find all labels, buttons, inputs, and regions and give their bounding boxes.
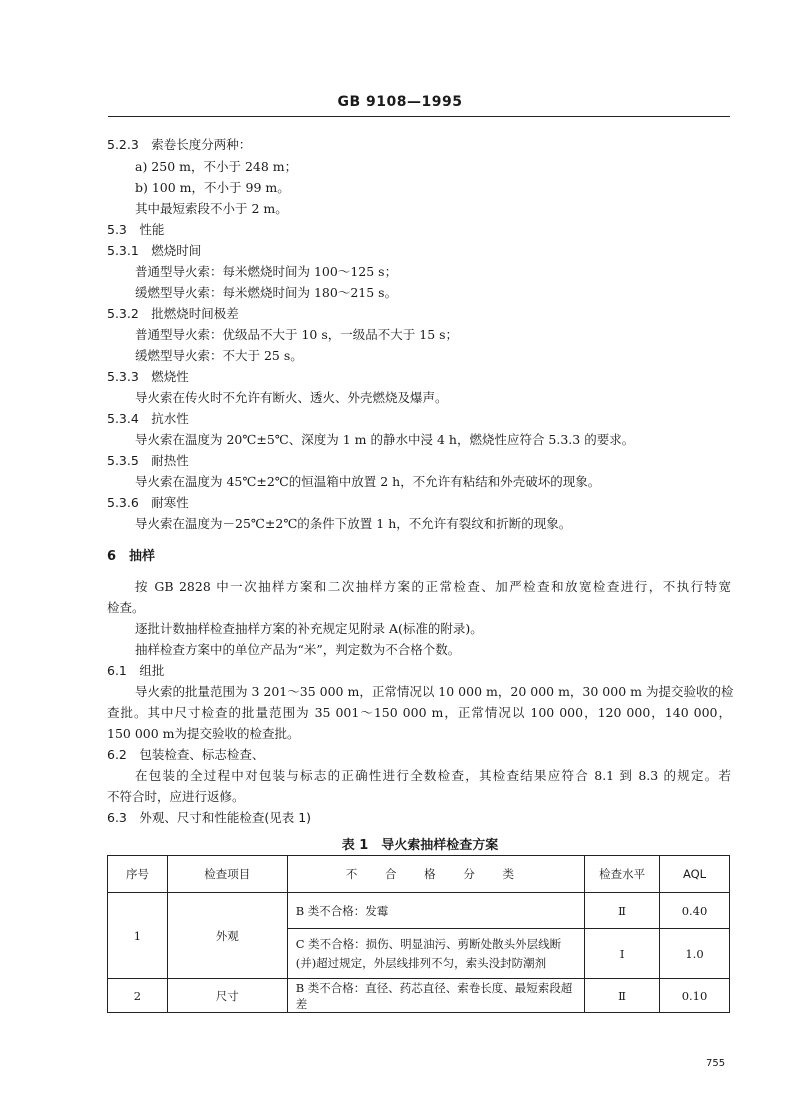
cell-level: Ⅱ (585, 893, 660, 929)
cell-level: Ⅰ (585, 929, 660, 979)
section-6-heading: 6 抽样 (107, 549, 156, 564)
header-rule (108, 116, 730, 117)
burn-time-slow: 缓燃型导火索：每米燃烧时间为 180～215 s。 (135, 285, 398, 300)
sampling-para-2: 逐批计数抽样检查抽样方案的补充规定见附录 A(标准的附录)。 (135, 621, 483, 636)
page-number: 755 (706, 1058, 726, 1069)
sampling-para-1-cont: 检查。 (107, 600, 145, 615)
section-5-3-3: 5.3.3 燃烧性 (107, 369, 189, 384)
cell-class: C 类不合格：损伤、明显油污、剪断处散头外层线断(并)超过规定，外层线排列不匀，索头没封防潮剂 (287, 929, 584, 979)
standard-code-header: GB 9108—1995 (337, 94, 463, 110)
section-5-3-6: 5.3.6 耐寒性 (107, 495, 189, 510)
cell-class: B 类不合格：发霉 (287, 893, 584, 929)
cold-resistance-text: 导火索在温度为－25℃±2℃的条件下放置 1 h，不允许有裂纹和折断的现象。 (135, 516, 572, 531)
table-row (108, 893, 730, 929)
col-header-level: 检查水平 (585, 856, 660, 893)
section-5-3-2: 5.3.2 批燃烧时间极差 (107, 306, 239, 321)
range-normal: 普通型导火索：优级品不大于 10 s，一级品不大于 15 s； (135, 327, 459, 342)
cell-class: B 类不合格：直径、药芯直径、索卷长度、最短索段超差 (287, 979, 584, 1013)
shortest-segment-note: 其中最短索段不小于 2 m。 (135, 201, 288, 216)
heat-resistance-text: 导火索在温度为 45℃±2℃的恒温箱中放置 2 h，不允许有粘结和外壳破坏的现象。 (135, 474, 601, 489)
table-header-row (108, 856, 730, 893)
batching-line-3: 150 000 m为提交验收的检查批。 (107, 726, 300, 741)
cell-item: 尺寸 (167, 979, 287, 1013)
flammability-text: 导火索在传火时不允许有断火、透火、外壳燃烧及爆声。 (135, 390, 448, 405)
cell-no: 2 (108, 979, 168, 1013)
range-slow: 缓燃型导火索：不大于 25 s。 (135, 348, 303, 363)
section-6-2: 6.2 包装检查、标志检查、 (107, 747, 265, 762)
sampling-para-3: 抽样检查方案中的单位产品为“米”，判定数为不合格个数。 (135, 642, 461, 657)
col-header-class: 不 合 格 分 类 (287, 856, 584, 893)
packaging-line-1: 在包装的全过程中对包装与标志的正确性进行全数检查，其检查结果应符合 8.1 到 8.3 的规定。若 (135, 768, 731, 783)
section-5-3: 5.3 性能 (107, 222, 165, 237)
section-6-3: 6.3 外观、尺寸和性能检查(见表 1) (107, 810, 312, 825)
section-5-2-3: 5.2.3 索卷长度分两种： (107, 137, 252, 152)
batching-line-1: 导火索的批量范围为 3 201～35 000 m，正常情况以 10 000 m，20 000 m，30 000 m 为提交验收的检 (135, 684, 734, 699)
packaging-line-2: 不符合时，应进行返修。 (107, 789, 245, 804)
section-6-1: 6.1 组批 (107, 663, 165, 678)
cell-no: 1 (108, 893, 168, 979)
col-header-item: 检查项目 (167, 856, 287, 893)
section-5-3-4: 5.3.4 抗水性 (107, 411, 189, 426)
col-header-no: 序号 (108, 856, 168, 893)
cell-aql: 1.0 (660, 929, 730, 979)
cell-item: 外观 (167, 893, 287, 979)
cell-level: Ⅱ (585, 979, 660, 1013)
water-resistance-text: 导火索在温度为 20℃±5℃、深度为 1 m 的静水中浸 4 h，燃烧性应符合 5.3.3 的要求。 (135, 432, 635, 447)
sampling-table (107, 855, 730, 1013)
section-5-3-1: 5.3.1 燃烧时间 (107, 243, 202, 258)
cell-aql: 0.40 (660, 893, 730, 929)
section-5-3-5: 5.3.5 耐热性 (107, 453, 189, 468)
burn-time-normal: 普通型导火索：每米燃烧时间为 100～125 s； (135, 264, 398, 279)
item-b: b) 100 m，不小于 99 m。 (135, 180, 290, 195)
cell-aql: 0.10 (660, 979, 730, 1013)
table-caption: 表 1 导火索抽样检查方案 (341, 838, 499, 853)
table-row (108, 979, 730, 1013)
item-a: a) 250 m，不小于 248 m； (135, 159, 298, 174)
batching-line-2: 查批。其中尺寸检查的批量范围为 35 001～150 000 m，正常情况以 100 000，120 000，140 000， (107, 705, 731, 720)
sampling-para-1: 按 GB 2828 中一次抽样方案和二次抽样方案的正常检查、加严检查和放宽检查进行，不执行特宽 (135, 579, 731, 594)
col-header-aql: AQL (660, 856, 730, 893)
